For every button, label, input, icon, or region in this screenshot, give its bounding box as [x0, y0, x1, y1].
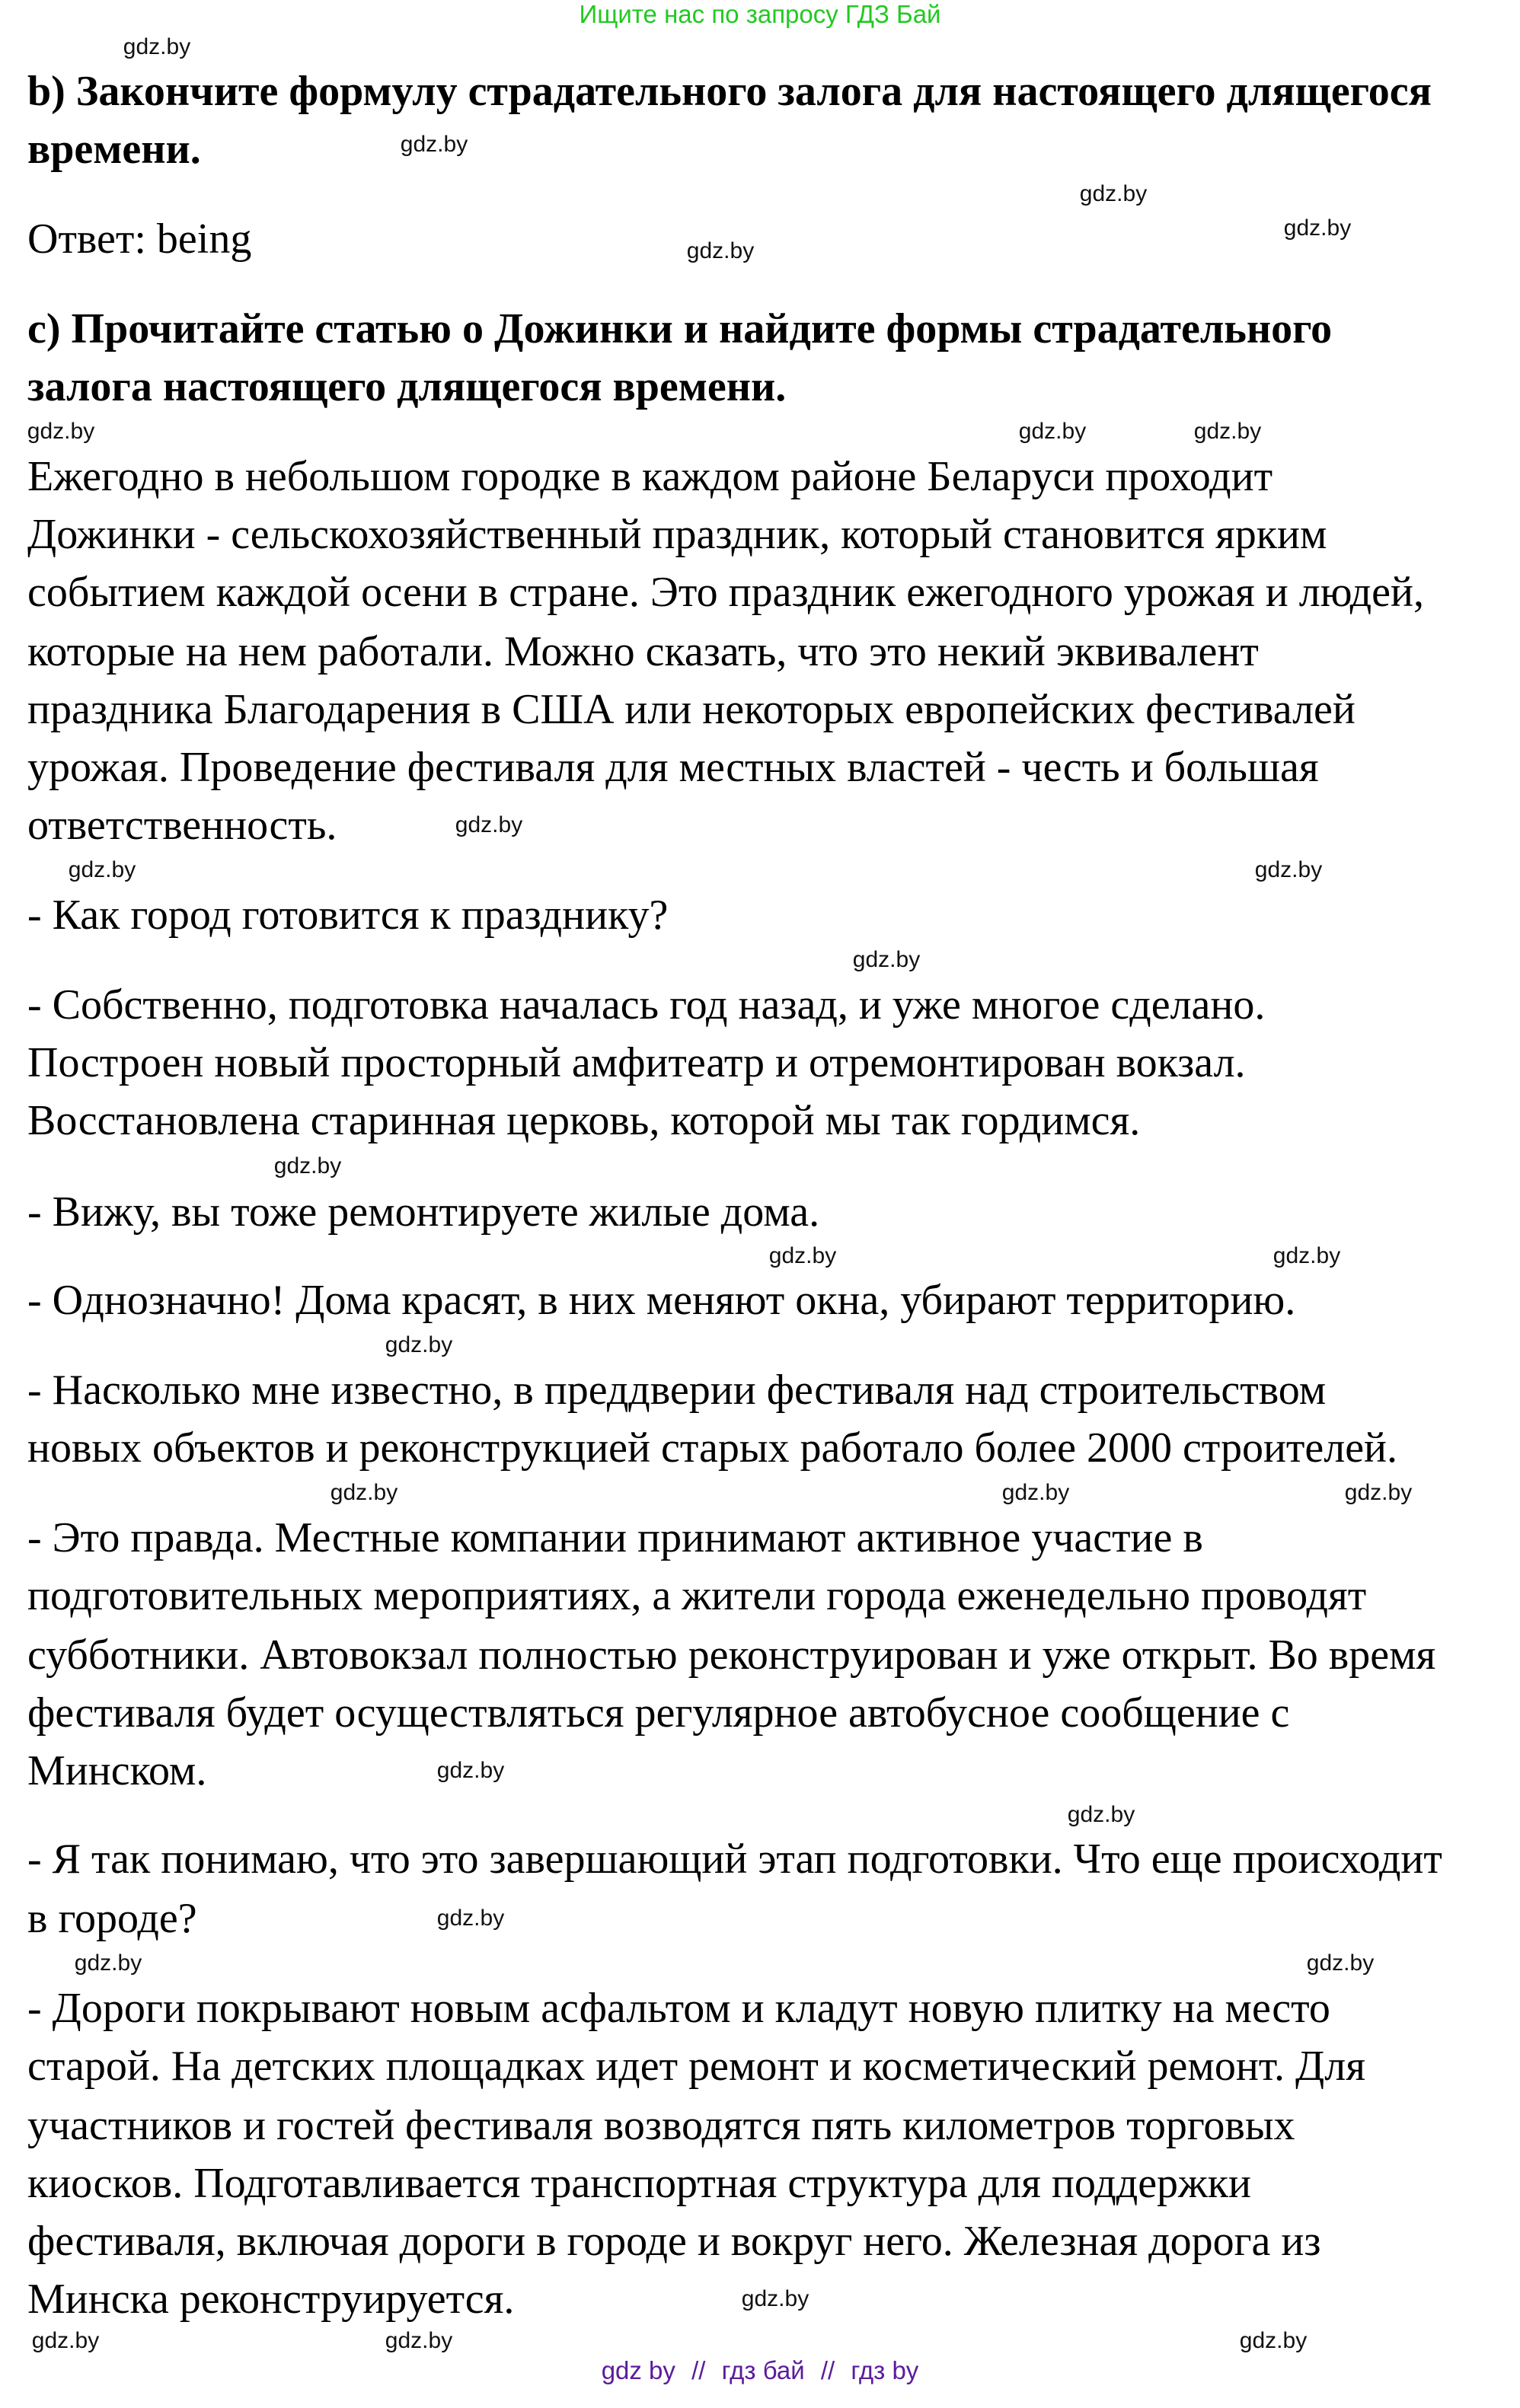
- watermark: gdz.by: [1067, 1802, 1135, 1827]
- text-line: ответственность.: [27, 802, 337, 849]
- footer-separator: //: [691, 2356, 706, 2384]
- text-line: подготовительных мероприятиях, а жители города еженедельно проводят: [27, 1572, 1367, 1619]
- footer-link-gdz-by-cyr[interactable]: гдз by: [851, 2356, 919, 2384]
- text-line: киосков. Подготавливается транспортная структура для поддержки: [27, 2160, 1251, 2207]
- text-line: новых объектов и реконструкцией старых работало более 2000 строителей.: [27, 1424, 1398, 1472]
- text-line: Восстановлена старинная церковь, которой мы так гордимся.: [27, 1097, 1141, 1144]
- text-line: - Собственно, подготовка началась год назад, и уже многое сделано.: [27, 981, 1266, 1029]
- watermark: gdz.by: [436, 1758, 505, 1783]
- watermark: gdz.by: [436, 1906, 505, 1931]
- text-line: - Насколько мне известно, в преддверии фестиваля над строительством: [27, 1367, 1327, 1414]
- watermark: gdz.by: [1001, 1480, 1070, 1505]
- watermark: gdz.by: [852, 947, 921, 972]
- watermark: gdz.by: [1239, 2328, 1308, 2353]
- watermark: gdz.by: [686, 238, 755, 263]
- watermark: gdz.by: [1344, 1480, 1413, 1505]
- watermark: gdz.by: [1079, 181, 1148, 206]
- text-line: Построен новый просторный амфитеатр и отремонтирован вокзал.: [27, 1039, 1246, 1086]
- text-line: Ежегодно в небольшом городке в каждом районе Беларуси проходит: [27, 453, 1273, 500]
- text-line: - Вижу, вы тоже ремонтируете жилые дома.: [27, 1188, 820, 1236]
- task-heading-line: c) Прочитайте статью о Дожинки и найдите формы страдательного: [27, 305, 1333, 352]
- watermark: gdz.by: [455, 812, 523, 837]
- text-line: - Дороги покрывают новым асфальтом и кладут новую плитку на место: [27, 1985, 1330, 2032]
- text-line: фестиваля будет осуществляться регулярное автобусное сообщение с: [27, 1689, 1290, 1737]
- watermark: gdz.by: [1193, 419, 1262, 444]
- watermark: gdz.by: [1273, 1243, 1341, 1268]
- watermark: gdz.by: [1283, 215, 1352, 241]
- watermark: gdz.by: [273, 1153, 342, 1178]
- text-line: субботники. Автовокзал полностью реконструирован и уже открыт. Во время: [27, 1631, 1436, 1679]
- watermark: gdz.by: [27, 419, 95, 444]
- watermark: gdz.by: [768, 1243, 837, 1268]
- text-line: - Это правда. Местные компании принимают активное участие в: [27, 1514, 1203, 1561]
- search-banner: Ищите нас по запросу ГДЗ Бай: [579, 0, 941, 28]
- text-line: в городе?: [27, 1895, 197, 1942]
- text-line: Минска реконструируется.: [27, 2276, 515, 2323]
- text-line: - Однозначно! Дома красят, в них меняют окна, убирают территорию.: [27, 1277, 1296, 1324]
- text-line: - Я так понимаю, что это завершающий этап подготовки. Что еще происходит: [27, 1836, 1442, 1883]
- text-line: Дожинки - сельскохозяйственный праздник, который становится ярким: [27, 511, 1327, 558]
- text-line: урожая. Проведение фестиваля для местных властей - честь и большая: [27, 744, 1319, 791]
- text-line: участников и гостей фестиваля возводятся пять километров торговых: [27, 2102, 1295, 2149]
- text-line: фестиваля, включая дороги в городе и вокруг него. Железная дорога из: [27, 2218, 1321, 2265]
- text-line: старой. На детских площадках идет ремонт и косметический ремонт. Для: [27, 2043, 1365, 2090]
- watermark: gdz.by: [400, 132, 468, 157]
- watermark: gdz.by: [330, 1480, 398, 1505]
- watermark: gdz.by: [31, 2328, 100, 2353]
- watermark: gdz.by: [123, 34, 191, 59]
- text-line: которые на нем работали. Можно сказать, что это некий эквивалент: [27, 628, 1259, 675]
- text-line: - Как город готовится к празднику?: [27, 891, 669, 939]
- text-line: Ответ: being: [27, 215, 252, 263]
- footer: [0, 2355, 1520, 2386]
- watermark: gdz.by: [1018, 419, 1087, 444]
- watermark: gdz.by: [385, 2328, 453, 2353]
- watermark: gdz.by: [1306, 1950, 1375, 1976]
- text-line: Минском.: [27, 1747, 207, 1794]
- task-heading-line: времени.: [27, 126, 201, 173]
- watermark: gdz.by: [385, 1332, 453, 1357]
- task-heading-line: b) Закончите формулу страдательного залога для настоящего длящегося: [27, 68, 1432, 115]
- watermark: gdz.by: [1254, 857, 1323, 882]
- watermark: gdz.by: [741, 2286, 809, 2311]
- text-line: событием каждой осени в стране. Это праздник ежегодного урожая и людей,: [27, 569, 1424, 616]
- text-line: праздника Благодарения в США или некоторых европейских фестивалей: [27, 686, 1356, 733]
- watermark: gdz.by: [74, 1950, 142, 1976]
- footer-link-gdz-bai[interactable]: гдз бай: [721, 2356, 805, 2384]
- footer-link-gdz-by[interactable]: gdz by: [601, 2356, 675, 2384]
- watermark: gdz.by: [68, 857, 136, 882]
- footer-separator: //: [820, 2356, 835, 2384]
- task-heading-line: залога настоящего длящегося времени.: [27, 363, 787, 410]
